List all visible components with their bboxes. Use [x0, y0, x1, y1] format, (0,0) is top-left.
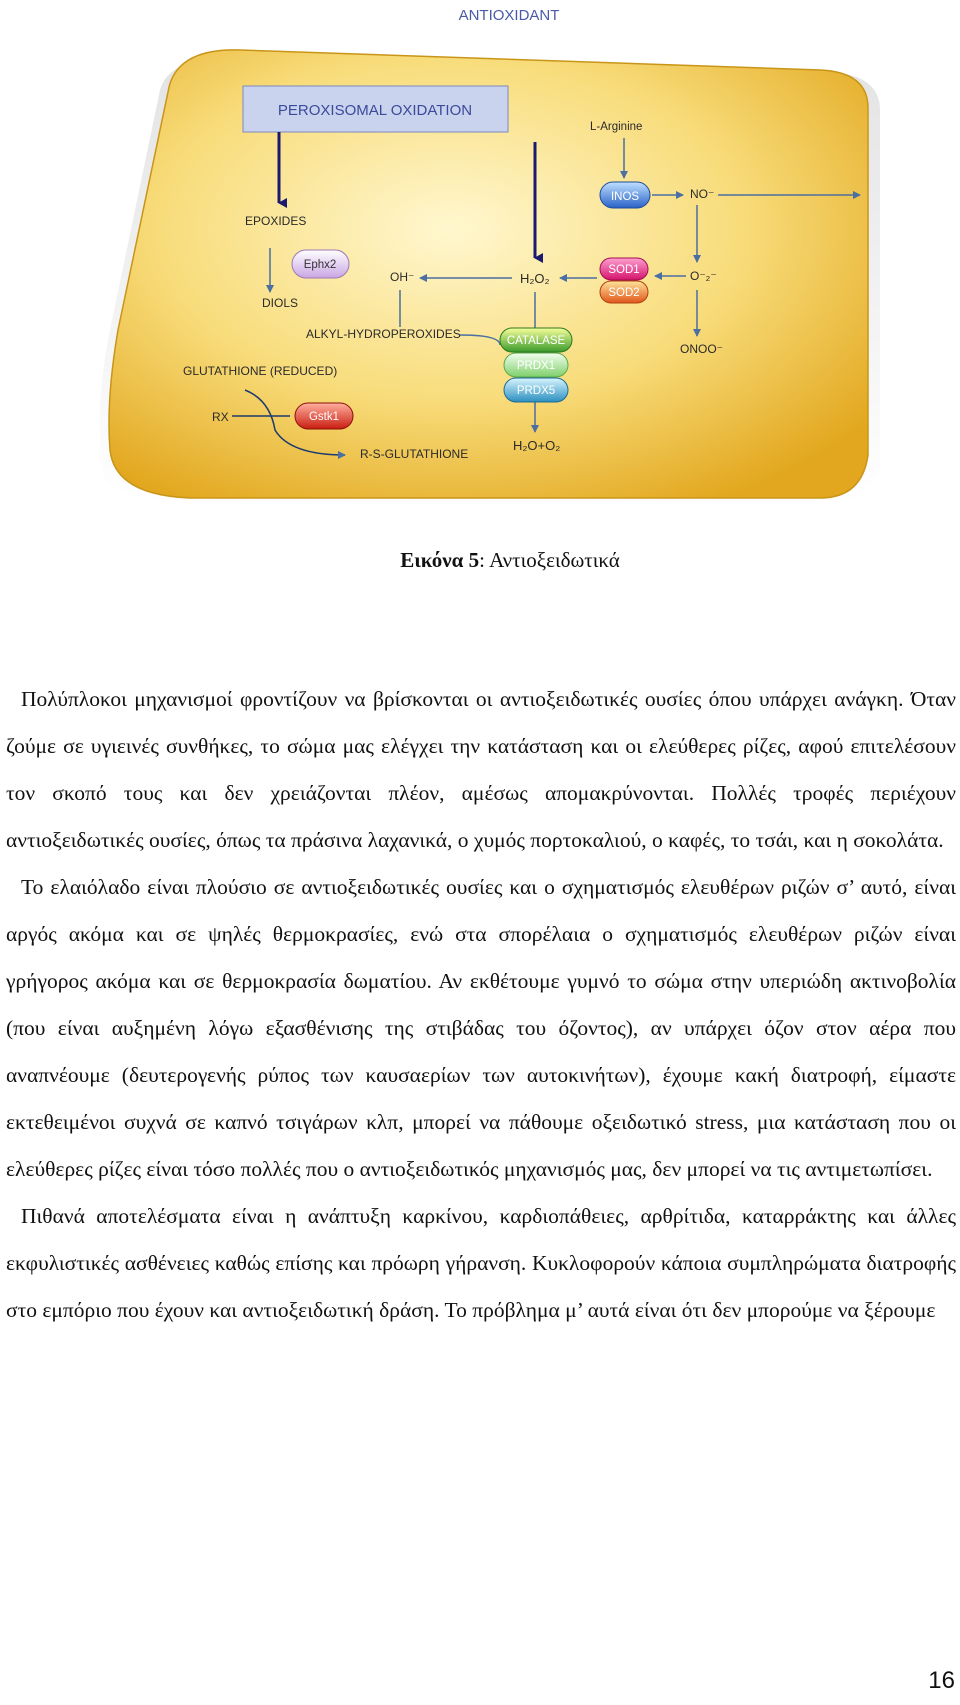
catalase-label: CATALASE [506, 335, 566, 347]
gstk1-label: Gstk1 [308, 411, 340, 423]
l-arginine-label: L-Arginine [590, 121, 643, 133]
page-number: 16 [928, 1667, 955, 1694]
antioxidant-figure [0, 0, 960, 520]
prdx1-pill [504, 353, 568, 377]
body-text [6, 676, 956, 1334]
oh-label: OH⁻ [390, 270, 415, 284]
gstk1-pill [295, 403, 353, 429]
inos-label: INOS [610, 191, 640, 203]
h2o-o2-label: H₂O+O₂ [513, 438, 561, 453]
onoo-label: ONOO⁻ [680, 342, 724, 356]
prdx5-label: PRDX5 [516, 385, 556, 397]
rx-label: RX [212, 410, 229, 424]
inos-pill [600, 182, 650, 208]
paragraph-1: Πολύπλοκοι μηχανισμοί φροντίζουν να βρίσκονται οι αντιοξειδωτικές ουσίες όπου υπάρχει ανάγκη. Όταν ζούμε σε υγιεινές συνθήκες, το σώμα μας ελέγχει την κατάσταση και οι ελεύθερες ρίζες, αφού επιτελέσουν τον σκοπό τους και δεν χρειάζονται πλέον, αμέσως απομακρύνονται. Πολλές τροφές περιέχουν αντιοξειδωτικές ουσίες, όπως τα πράσινα λαχανικά, ο χυμός πορτοκαλιού, ο καφές, το τσάι, και η σοκολάτα. [6, 687, 956, 852]
sod2-pill [600, 281, 648, 303]
figure-caption [0, 548, 960, 573]
rs-glutathione-label: R-S-GLUTATHIONE [360, 447, 469, 461]
caption-text: : Αντιοξειδωτικά [479, 548, 620, 572]
prdx1-label: PRDX1 [516, 360, 556, 372]
paragraph-3: Πιθανά αποτελέσματα είναι η ανάπτυξη καρκίνου, καρδιοπάθειες, αρθρίτιδα, καταρράκτης και άλλες εκφυλιστικές ασθένειες καθώς επίσης και πρόωρη γήρανση. Κυκλοφορούν κάποια συμπληρώματα διατροφής στο εμπόριο που έχουν και αντιοξειδωτική δράση. Το πρόβλημα μ’ αυτά είναι ότι δεν μπορούμε να ξέρουμε [6, 1204, 956, 1322]
ephx2-label: Ephx2 [303, 259, 337, 271]
figure-title: ANTIOXIDANT [458, 7, 560, 24]
antioxidant-diagram [0, 0, 960, 520]
sod2-label: SOD2 [608, 287, 640, 299]
epoxides-label: EPOXIDES [245, 214, 307, 228]
no-label: NO⁻ [690, 187, 715, 201]
h2o2-label: H₂O₂ [520, 271, 550, 286]
sod1-pill [600, 258, 648, 280]
peroxisomal-oxidation-label: PEROXISOMAL OXIDATION [277, 102, 473, 119]
glutathione-label: GLUTATHIONE (REDUCED) [183, 364, 338, 378]
alkyl-hydroperoxides-label: ALKYL-HYDROPEROXIDES [306, 327, 461, 341]
diols-label: DIOLS [262, 296, 299, 310]
caption-label: Εικόνα 5 [400, 548, 480, 572]
ephx2-pill [292, 250, 349, 278]
catalase-pill [500, 328, 572, 352]
superoxide-label: O⁻₂⁻ [690, 269, 717, 283]
paragraph-2: Το ελαιόλαδο είναι πλούσιο σε αντιοξειδωτικές ουσίες και ο σχηματισμός ελευθέρων ριζών σ’ αυτό, είναι αργός ακόμα και σε ψηλές θερμοκρασίες, ενώ στα σπορέλαια ο σχηματισμός ελευθέρων ριζών είναι γρήγορος ακόμα και σε θερμοκρασία δωματίου. Αν εκθέτουμε γυμνό το σώμα στην υπεριώδη ακτινοβολία (που είναι αυξημένη λόγω εξασθένισης της στιβάδας του όζοντος), αν υπάρχει όζον στον αέρα που αναπνέουμε (δευτερογενής ρύπος των καυσαερίων των αυτοκινήτων), έχουμε κακή διατροφή, είμαστε εκτεθειμένοι συχνά σε καπνό τσιγάρων κλπ, μπορεί να πάθουμε οξειδωτικό stress, μια κατάσταση που οι ελεύθερες ρίζες είναι τόσο πολλές που ο αντιοξειδωτικός μηχανισμός μας, δεν μπορεί να τις αντιμετωπίσει. [6, 875, 956, 1181]
sod1-label: SOD1 [608, 264, 640, 276]
prdx5-pill [504, 378, 568, 402]
